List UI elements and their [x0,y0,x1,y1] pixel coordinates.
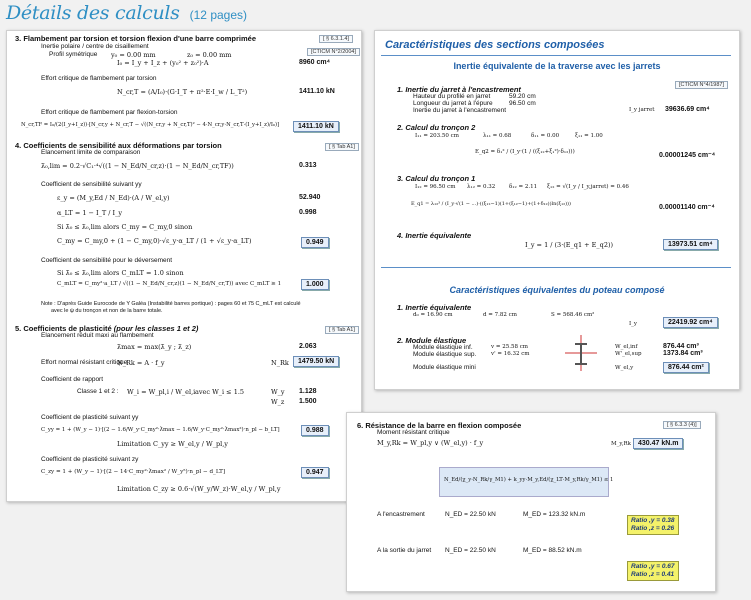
i1-val: 39636.69 cm⁴ [665,106,710,113]
ref-s4: [ § Tab A1] [325,143,359,151]
s5-cls: Classe 1 et 2 : [77,388,119,395]
s5-cyy-val: 0.988 [301,425,329,436]
r2-ratio-z: Ratio ,z = 0.41 [631,571,675,578]
p1-title: 1. Inertie équivalente [397,303,472,312]
sheet-right [374,30,740,390]
s4-cmy-eq: C_my = C_my,0 + (1 − C_my,0)·√ε_y·α_LT / (1 + √ε_y·α_LT) [57,237,252,245]
s3-ncrtf-val: 1411.10 kN [293,121,339,132]
s4-sd-label: Coefficient de sensibilité pour le déversement [41,257,173,264]
page-title: Détails des calculs [6,2,180,24]
s5-lim1: Limitation C_yy ≥ W_el,y / W_pl,y [117,440,228,448]
s5-lmax-val: 2.063 [299,343,317,350]
i1-v1: 59.20 cm [509,93,536,100]
s4-note1: Note : D'après Guide Eurocode de Y Galéa (Instabilité barres portique) : pages 60 et 75 C_mLT est calculé [41,301,301,307]
r1-ned: N_ED = 22.50 kN [445,511,496,518]
i2-p1: I₁₁ = 203.50 cm [415,133,459,139]
p2-val1: 876.44 cm³ [663,343,699,350]
s5-cyy-label: Coefficient de plasticité suivant yy [41,414,139,421]
p2-v2: v' = 16.32 cm [491,351,530,357]
s3-ncrtf-label: Effort critique de flambement par flexion-torsion [41,109,178,116]
s6-mrk-eq: M_y,Rk = W_pl,y ∨ (W_el,y) · f_y [377,439,484,447]
sheet-bottom [346,412,716,592]
p2-l2: Module élastique sup. [413,351,477,358]
s5-wy-lab: W_y [271,388,285,396]
r2-ned: N_ED = 22.50 kN [445,547,496,554]
p1-d: d = 7.82 cm [483,312,517,318]
right-mid-rule [381,267,731,268]
p2-lab1: W_el,inf [615,344,638,350]
s4-cmy-val: 0.949 [301,237,329,248]
s4-l1: Elancement limite de comparaison [41,149,141,156]
i2-p2: λ₁₁ = 0.68 [483,133,512,139]
p2-lab3: W_el,y [615,365,634,371]
section-4-title: 4. Coefficients de sensibilité aux déformations par torsion [15,141,222,150]
s5-title-italic: (pour les classes 1 et 2) [113,324,199,333]
ref-right: [CTICM N°4/1987] [675,81,728,89]
right-title: Caractéristiques des sections composées [385,39,605,51]
s6-mrk-lab: M_y,Rk [611,441,631,447]
p2-val2: 1373.84 cm³ [663,350,703,357]
sheet-left [6,30,362,502]
s3-zo: z₀ = 0.00 mm [187,51,232,59]
s4-ey-eq: ε_y = (M_y,Ed / N_Ed)·(A / W_el,y) [57,194,170,202]
i1-l2: Longueur du jarret à l'épure [413,100,493,107]
s5-lmax-eq: λ̄max = max(λ̄_y ; λ̄_z) [117,343,192,351]
page-count: (12 pages) [189,8,248,22]
r2-med: M_ED = 88.52 kN.m [523,547,582,554]
s5-title-main: 5. Coefficients de plasticité [15,324,112,333]
i1-title: 1. Inertie du jarret à l'encastrement [397,85,521,94]
i3-title: 3. Calcul du tronçon 1 [397,174,476,183]
interaction-eq: N_Ed/(χ_y·N_Rk/γ_M1) + k_yy·M_y,Ed/(χ_LT·M_y,Rk/γ_M1) ≤ 1 [444,477,614,483]
s5-wy-val: 1.128 [299,388,317,395]
s5-wz-lab: W_z [271,398,285,406]
p1-lab: I_y [629,321,638,327]
s3-yo: y₀ = 0.00 mm [111,51,156,59]
r1-med: M_ED = 123.32 kN.m [523,511,586,518]
r2-ratio-y: Ratio ,y = 0.67 [631,563,675,570]
s3-ncrtf-eq: N_cr,TF = I₀/(2(I_y+I_z))·[N_cr,y + N_cr,T − √((N_cr,y + N_cr,T)² − 4·N_cr,y·N_cr,T·(I_y+I_z)/I₀)] [21,122,280,128]
i1-l3: Inertie du jarret à l'encastrement [413,107,507,114]
i3-p1: I₁₂ = 96.50 cm [415,184,456,190]
i4-val: 13973.51 cm⁴ [663,239,718,250]
s6-title: 6. Résistance de la barre en flexion composée [357,421,522,430]
s5-nrk-eq: N_Rk = A · f_y [117,359,165,367]
s4-aly-val: 0.998 [299,209,317,216]
i1-v2: 96.50 cm [509,100,536,107]
i4-eq: I_y = 1 / (3·(E_q1 + E_q2)) [525,241,614,249]
s5-nrk-val: 1479.50 kN [293,356,339,367]
s3-io-val: 8960 cm⁴ [299,59,331,66]
ref-s6: [ § 6.3.3 (4)] [663,421,701,429]
ref-s3-cticm: [CTICM N°2/2004] [307,48,360,56]
s5-l1: Elancement réduit maxi au flambement [41,332,154,339]
r1-ratio-z: Ratio ,z = 0.26 [631,525,675,532]
p1-val: 22419.92 cm⁴ [663,317,718,328]
right-title-rule [381,55,731,56]
i2-p4: ξ₁₁ = 1.00 [575,133,603,139]
r2-label: A la sortie du jarret [377,547,432,554]
right-sub1: Inertie équivalente de la traverse avec les jarrets [453,61,661,71]
s3-l2: Profil symétrique [49,51,98,58]
interaction-formula [439,467,614,497]
r1-ratios [627,515,679,535]
p2-l1: Module élastique inf. [413,344,473,351]
p2-lab2: W'_el,sup [615,351,642,357]
i3-p2: λ₁₂ = 0.32 [467,184,496,190]
header [6,2,247,28]
r2-ratios [627,561,679,581]
s4-lam-eq: λ̄₀,lim = 0.2·√C₁·⁴√((1 − N_Ed/N_cr,z)·(1 − N_Ed/N_cr,TF)) [41,162,234,170]
p2-l3: Module élastique mini [413,364,476,371]
s5-wi-cond: avec W_i ≤ 1.5 [195,388,245,396]
i3-val: 0.00001140 cm⁻⁴ [659,204,715,211]
s4-note2: avec le ψ du tronçon et non de la barre totale. [51,308,163,314]
p2-v1: v = 25.58 cm [491,344,529,350]
s4-cmlt-val: 1.000 [301,279,329,290]
s3-ncrt-label: Effort critique de flambement par torsion [41,75,157,82]
section-sketch-icon [561,331,601,375]
i1-lab: I_y jarret [629,107,655,113]
s5-nrk-label: Effort normal résistant critique [41,359,128,366]
s4-sy-label: Coefficient de sensibilité suivant yy [41,181,142,188]
i2-p3: δ₁₁ = 0.00 [531,133,560,139]
p2-val3: 876.44 cm² [663,362,709,373]
s3-ncrt-val: 1411.10 kN [299,88,335,95]
s5-czy-val: 0.947 [301,467,329,478]
p1-d0: d₀ = 16.90 cm [413,312,453,318]
r1-ratio-y: Ratio ,y = 0.38 [631,517,675,524]
i2-eq: E_q2 = δ₁² / (I_y·(1 / ((ξ₁₂+ξ₁²)·δ₁₂))) [475,149,575,155]
s4-cmlt-eq: C_mLT = C_my²·a_LT / √((1 − N_Ed/N_cr,z)(1 − N_Ed/N_cr,T)) avec C_mLT ≥ 1 [57,281,282,287]
s5-rap-label: Coefficient de rapport [41,376,104,383]
i2-title: 2. Calcul du tronçon 2 [397,123,476,132]
i1-l1: Hauteur du profilé en jarret [413,93,491,100]
s3-ncrt-eq: N_cr,T = (A/I₀)·(G·I_T + π²·E·I_w / L_T²) [117,88,248,96]
s6-mrk-val: 430.47 kN.m [633,438,683,449]
s5-nrk-unit: N_Rk [271,359,289,367]
s6-l1: Moment résistant critique [377,429,450,436]
s4-lam-val: 0.313 [299,162,317,169]
p1-s: S = 568.46 cm² [551,312,595,318]
s4-aly-eq: α_LT = 1 − I_T / I_y [57,209,123,217]
s5-wi-eq: W_i = W_pl,i / W_el,i [127,388,196,396]
i3-eq: E_q1 = λ₁₂³ / (I_y·√(1 − ...)·((ξ₁₂−1)(1+(ξ₁₂−1)+(1+δ₁₂))ln(ξ₁₂))) [411,201,571,207]
ref-s5: [ § Tab A1] [325,326,359,334]
s4-si1: Si λ̄₀ ≤ λ̄₀,lim alors C_my = C_my,0 sinon [57,223,193,231]
i3-p3: δ₁₂ = 2.11 [509,184,538,190]
ref-s3: [ § 6.3.1.4] [319,35,353,43]
s4-si2: Si λ̄₀ ≤ λ̄₀,lim alors C_mLT = 1.0 sinon [57,269,184,277]
s5-wz-val: 1.500 [299,398,317,405]
s5-czy-eq: C_zy = 1 + (W_y − 1)·[(2 − 14·C_my²·λ̄max² / W_y⁵)·n_pl − d_LT] [41,469,225,475]
s3-io-eq: I₀ = I_y + I_z + (y₀² + z₀²)·A [117,59,209,67]
s5-lim2: Limitation C_zy ≥ 0.6·√(W_y/W_z)·W_el,y / W_pl,y [117,485,281,493]
s3-l1: Inertie polaire / centre de cisaillement [41,43,149,50]
i2-val: 0.00001245 cm⁻⁴ [659,152,716,159]
right-sub2: Caractéristiques équivalentes du poteau composé [449,285,665,295]
s4-ey-val: 52.940 [299,194,321,201]
section-3-title: 3. Flambement par torsion et torsion flexion d'une barre comprimée [15,34,256,43]
r1-label: A l'encastrement [377,511,425,518]
i4-title: 4. Inertie équivalente [397,231,472,240]
s5-czy-label: Coefficient de plasticité suivant zy [41,456,139,463]
p2-title: 2. Module élastique [397,336,467,345]
s5-cyy-eq: C_yy = 1 + (W_y − 1)·[(2 − 1.6/W_y·C_my²·λ̄max − 1.6/W_y·C_my²·λ̄max²)·n_pl − b_LT] [41,427,280,433]
i3-p4: ξ₁₂ = √(I_y / I_y,jarret) = 0.46 [547,184,629,190]
